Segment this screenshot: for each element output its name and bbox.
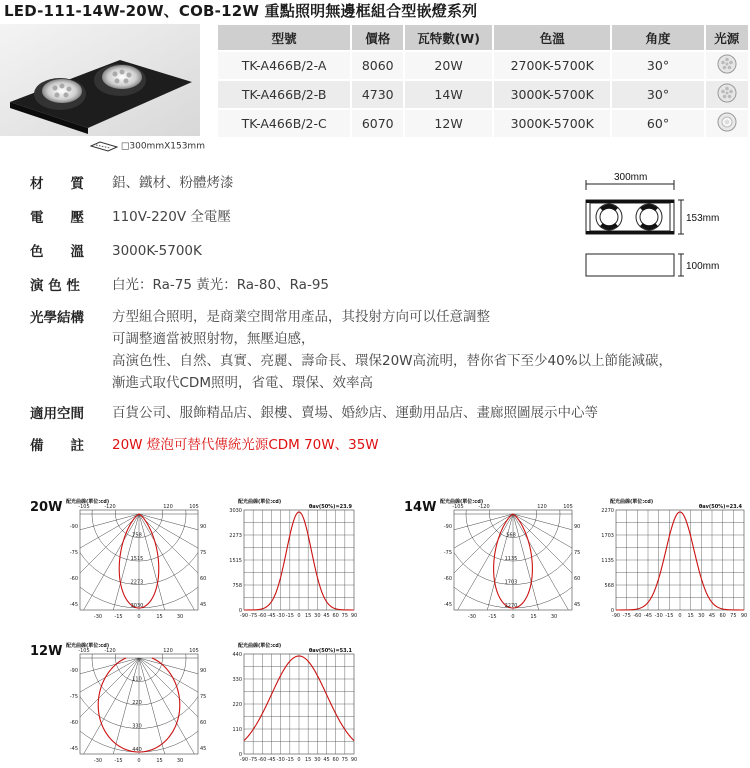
x-tick-label: 30	[698, 613, 705, 619]
y-tick-label: 0	[238, 608, 242, 614]
y-tick-label: 0	[610, 608, 614, 614]
polar-ring-label: 110	[132, 676, 142, 683]
chart-label-20w: 20W	[30, 500, 63, 515]
polar-chart-14w	[434, 494, 594, 622]
header-angle: 角度	[612, 25, 703, 50]
x-tick-label: 75	[341, 757, 349, 763]
polar-caption: 配光曲線(單位:cd)	[66, 643, 110, 649]
polar-angle-label: -30	[467, 614, 477, 620]
header-source: 光源	[706, 25, 748, 50]
polar-angle-label: 120	[163, 504, 173, 510]
polar-angle-label: -75	[69, 694, 78, 700]
prop-key: 備 註	[30, 438, 84, 454]
polar-angle-label: -45	[443, 602, 452, 608]
cell-source	[706, 52, 748, 79]
intensity-curve-14w	[598, 494, 750, 622]
polar-angle-label: -75	[69, 550, 78, 556]
cell-source	[706, 81, 748, 108]
cell-model: TK-A466B/2-C	[218, 110, 350, 137]
prop-value: 110V-220V 全電壓	[112, 209, 231, 225]
y-tick-label: 758	[232, 583, 242, 589]
polar-angle-label: -75	[443, 550, 452, 556]
cell-price: 6070	[352, 110, 403, 137]
polar-angle-label: 75	[200, 694, 207, 700]
prop-value: 20W 燈泡可替代傳統光源CDM 70W、35W	[112, 437, 379, 453]
x-tick-label: 0	[678, 613, 682, 619]
x-tick-label: -30	[654, 613, 663, 619]
polar-angle-label: -15	[488, 614, 497, 620]
y-tick-label: 568	[604, 583, 614, 589]
cell-price: 8060	[352, 52, 403, 79]
polar-ring-label: 758	[132, 532, 142, 539]
product-photo	[0, 24, 200, 136]
polar-angle-label: -30	[93, 614, 103, 620]
beam-angle-label: θav(50%)=53.1	[308, 648, 352, 654]
polar-angle-label: 30	[176, 614, 184, 620]
x-tick-label: -45	[267, 757, 276, 763]
x-tick-label: -60	[258, 757, 267, 763]
prop-key: 適用空間	[30, 406, 84, 422]
polar-angle-label: 105	[189, 504, 199, 510]
x-tick-label: -15	[285, 757, 294, 763]
polar-angle-label: 60	[200, 576, 207, 582]
polar-angle-label: 75	[200, 550, 207, 556]
polar-angle-label: -15	[114, 758, 123, 764]
polar-angle-label: -105	[78, 648, 90, 654]
polar-spoke	[139, 514, 220, 546]
x-tick-label: 15	[304, 757, 312, 763]
dim-depth: 153mm	[686, 213, 720, 224]
polar-angle-label: 45	[200, 746, 207, 752]
cell-temp: 2700K-5700K	[494, 52, 610, 79]
polar-angle-label: 120	[537, 504, 547, 510]
y-tick-label: 330	[232, 677, 242, 683]
polar-angle-label: 90	[200, 668, 207, 674]
polar-angle-label: -60	[69, 720, 78, 726]
y-tick-label: 1135	[601, 558, 614, 564]
polar-angle-label: 120	[163, 648, 173, 654]
table-row	[218, 81, 748, 108]
prop-value-line: 可調整適當被照射物，無壓迫感，	[112, 331, 315, 347]
x-tick-label: 45	[323, 613, 330, 619]
x-tick-label: 30	[314, 757, 321, 763]
x-tick-label: -75	[249, 757, 258, 763]
x-tick-label: 30	[314, 613, 321, 619]
polar-spoke	[139, 658, 200, 764]
polar-angle-label: -105	[78, 504, 90, 510]
prop-key: 色 溫	[30, 244, 84, 260]
polar-angle-label: -45	[69, 746, 78, 752]
x-tick-label: -90	[239, 613, 249, 619]
x-tick-label: 45	[708, 613, 716, 619]
x-tick-label: 60	[332, 613, 339, 619]
page-title: LED-111-14W-20W、COB-12W 重點照明無邊框組合型嵌燈系列	[4, 2, 478, 20]
dim-width: 300mm	[614, 172, 648, 183]
spec-table	[216, 23, 750, 139]
polar-spoke	[139, 514, 220, 600]
cell-watt: 12W	[405, 110, 492, 137]
polar-ring-label: 1135	[504, 556, 518, 562]
polar-angle-label: 105	[189, 648, 199, 654]
cell-angle: 30°	[612, 81, 703, 108]
cob-led-icon	[717, 112, 737, 132]
polar-ring-label: 2273	[130, 579, 144, 586]
y-tick-label: 110	[232, 727, 242, 733]
polar-spoke	[139, 514, 220, 575]
polar-angle-label: -120	[104, 504, 116, 510]
table-row	[218, 52, 748, 79]
y-tick-label: 0	[238, 752, 242, 758]
polar-angle-label: 0	[511, 614, 515, 620]
y-tick-label: 2273	[229, 533, 242, 539]
x-tick-label: 90	[740, 613, 748, 619]
prop-value-line: 漸進式取代CDM照明，省電、環保、效率高	[112, 375, 373, 391]
polar-spoke	[139, 514, 171, 622]
polar-angle-label: -45	[69, 602, 78, 608]
polar-angle-label: 15	[156, 758, 163, 764]
x-tick-label: 75	[730, 613, 737, 619]
header-watt: 瓦特數(W)	[405, 25, 492, 50]
polar-angle-label: 45	[574, 602, 581, 608]
x-tick-label: -15	[285, 613, 294, 619]
y-tick-label: 2270	[601, 508, 614, 514]
x-tick-label: 15	[687, 613, 694, 619]
prop-value-line: 方型組合照明，是商業空間常用產品，其投射方向可以任意調整	[112, 309, 490, 325]
x-tick-label: -90	[611, 613, 621, 619]
x-tick-label: -75	[249, 613, 258, 619]
polar-angle-label: 15	[530, 614, 537, 620]
x-tick-label: -90	[239, 757, 249, 763]
curve-caption: 配光曲線(單位:cd)	[610, 499, 654, 505]
header-temp: 色溫	[494, 25, 610, 50]
cell-temp: 3000K-5700K	[494, 81, 610, 108]
polar-spoke	[139, 658, 220, 690]
polar-angle-label: 105	[563, 504, 573, 510]
dimension-note	[90, 140, 205, 152]
polar-spoke	[513, 514, 594, 575]
multi-led-icon	[717, 54, 737, 74]
polar-ring-label: 1515	[130, 556, 144, 562]
polar-angle-label: -120	[478, 504, 490, 510]
intensity-curve-20w	[226, 494, 360, 622]
polar-angle-label: 45	[200, 602, 207, 608]
prop-value: 3000K-5700K	[112, 243, 202, 259]
cell-model: TK-A466B/2-A	[218, 52, 350, 79]
polar-angle-label: 30	[550, 614, 558, 620]
polar-spoke	[513, 514, 545, 622]
x-tick-label: -30	[276, 757, 285, 763]
x-tick-label: 90	[350, 757, 358, 763]
polar-spoke	[513, 514, 594, 546]
polar-ring-label: 330	[132, 723, 142, 730]
y-tick-label: 220	[232, 702, 242, 708]
spec-table-header	[218, 25, 748, 50]
polar-angle-label: -120	[104, 648, 116, 654]
dimension-note-text: □300mmX153mm	[120, 141, 205, 152]
polar-ring	[60, 494, 220, 608]
polar-angle-label: -90	[443, 524, 452, 530]
beam-angle-label: θav(50%)=23.9	[308, 504, 352, 510]
polar-angle-label: 30	[176, 758, 184, 764]
cell-angle: 60°	[612, 110, 703, 137]
table-row	[218, 110, 748, 137]
x-tick-label: -75	[622, 613, 631, 619]
polar-ring-label: 568	[506, 532, 516, 539]
cell-source	[706, 110, 748, 137]
curve-caption: 配光曲線(單位:cd)	[238, 643, 282, 649]
x-tick-label: -45	[267, 613, 276, 619]
cell-model: TK-A466B/2-B	[218, 81, 350, 108]
y-tick-label: 1515	[229, 558, 242, 564]
polar-angle-label: 60	[574, 576, 581, 582]
polar-ring-label: 1703	[504, 579, 518, 586]
curve-caption: 配光曲線(單位:cd)	[238, 499, 282, 505]
y-tick-label: 3030	[229, 508, 242, 514]
polar-angle-label: 0	[137, 758, 141, 764]
cell-price: 4730	[352, 81, 403, 108]
polar-ring-label: 220	[132, 700, 142, 706]
prop-value: 白光：Ra-75 黃光：Ra-80、Ra-95	[112, 277, 330, 293]
polar-angle-label: -105	[452, 504, 464, 510]
polar-ring-label: 440	[132, 747, 142, 753]
polar-spoke	[513, 514, 594, 600]
dim-height: 100mm	[686, 261, 720, 272]
intensity-curve-12w	[226, 638, 360, 768]
polar-angle-label: 75	[574, 550, 581, 556]
chart-label-12w: 12W	[30, 644, 63, 659]
polar-caption: 配光曲線(單位:cd)	[66, 499, 110, 505]
polar-angle-label: -15	[114, 614, 123, 620]
x-tick-label: -60	[633, 613, 642, 619]
cell-temp: 3000K-5700K	[494, 110, 610, 137]
x-tick-label: -60	[258, 613, 267, 619]
polar-angle-label: -90	[69, 668, 78, 674]
x-tick-label: 75	[341, 613, 349, 619]
cutout-icon	[90, 140, 118, 152]
polar-ring-label: 2270	[504, 603, 518, 609]
chart-label-14w: 14W	[404, 500, 437, 515]
y-tick-label: 440	[232, 652, 242, 658]
cell-angle: 30°	[612, 52, 703, 79]
x-tick-label: 60	[719, 613, 726, 619]
polar-ring	[434, 494, 594, 608]
multi-led-icon	[717, 83, 737, 103]
prop-value: 鋁、鐵材、粉體烤漆	[112, 175, 234, 191]
y-tick-label: 1703	[601, 533, 614, 539]
dimension-drawing	[578, 172, 750, 292]
x-tick-label: -30	[276, 613, 285, 619]
prop-key: 電 壓	[30, 210, 84, 226]
prop-value: 百貨公司、服飾精品店、銀樓、賣場、婚紗店、運動用品店、畫廊照圖展示中心等	[112, 405, 598, 421]
prop-key: 光學結構	[30, 310, 84, 326]
polar-angle-label: -60	[69, 576, 78, 582]
cell-watt: 14W	[405, 81, 492, 108]
x-tick-label: 60	[332, 757, 339, 763]
polar-angle-label: 15	[156, 614, 163, 620]
x-tick-label: 0	[297, 613, 301, 619]
header-model: 型號	[218, 25, 350, 50]
cell-watt: 20W	[405, 52, 492, 79]
polar-caption: 配光曲線(單位:cd)	[440, 499, 484, 505]
x-tick-label: -15	[665, 613, 674, 619]
x-tick-label: 0	[297, 757, 301, 763]
beam-angle-label: θav(50%)=23.4	[698, 504, 742, 510]
header-price: 價格	[352, 25, 403, 50]
polar-angle-label: -30	[93, 758, 103, 764]
x-tick-label: -45	[643, 613, 653, 619]
polar-angle-label: -90	[69, 524, 78, 530]
polar-angle-label: 90	[574, 524, 581, 530]
prop-key: 材 質	[30, 176, 84, 192]
polar-ring-label: 3030	[130, 603, 144, 609]
polar-spoke	[78, 658, 139, 764]
polar-angle-label: 60	[200, 720, 207, 726]
polar-chart-12w	[60, 638, 220, 768]
prop-key: 演 色 性	[30, 278, 80, 294]
x-tick-label: 15	[304, 613, 312, 619]
polar-chart-20w	[60, 494, 220, 622]
polar-ring	[60, 638, 220, 752]
x-tick-label: 90	[350, 613, 358, 619]
x-tick-label: 45	[323, 757, 330, 763]
polar-angle-label: 0	[137, 614, 141, 620]
polar-angle-label: 90	[200, 524, 207, 530]
prop-value-line: 高演色性、自然、真實、亮麗、壽命長、環保20W高流明，替你省下至少40%以上節能減碳，	[112, 353, 673, 369]
polar-angle-label: -60	[443, 576, 452, 582]
